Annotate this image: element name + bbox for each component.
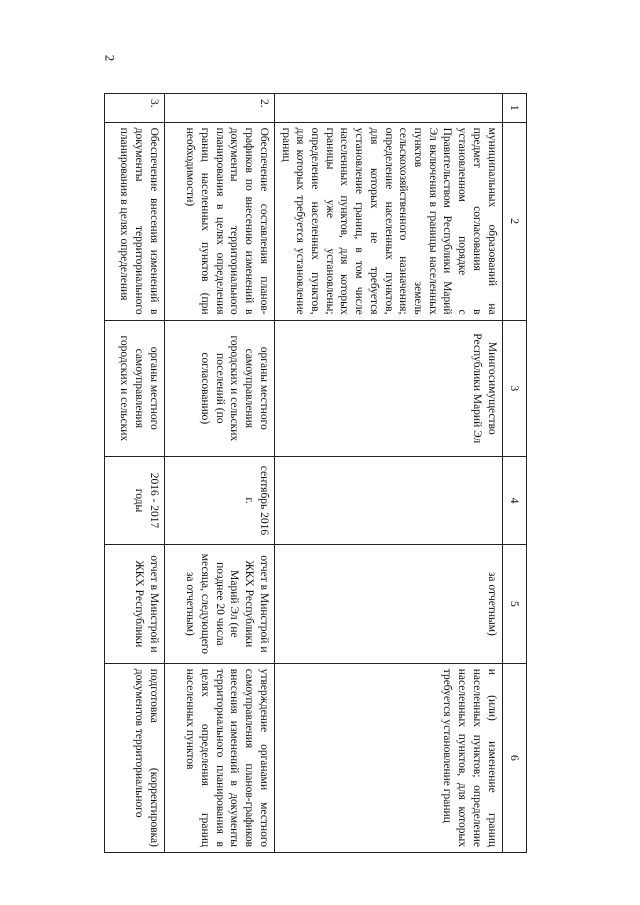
header-row	[502, 94, 526, 853]
row-number: 3.	[104, 94, 164, 123]
measure-cell: Обеспечение составления планов-графиков по внесению изменений в документы территориального планирования в целях определения границ населенных пунктов (при необходимости)	[164, 122, 274, 320]
result-cell: утверждение органами местного самоуправления планов-графиков внесения изменений в документы территориального планирования в целях определения границ населенных пунктов	[164, 663, 274, 852]
column-header: 5	[502, 544, 526, 663]
deadline-cell	[274, 456, 502, 544]
measure-cell: муниципальных образований на предмет согласования в установленном порядке с Правительством Республики Марий Эл включения в границы населенных пунктов земель сельскохозяйственного назначения; определение населенных пунктов, для которых не требуется установление границ, в том числе населенных пунктов, для которых границы уже установлены; определение населенных пунктов, для которых требуется установление границ	[274, 122, 502, 320]
page-number: 2	[102, 54, 118, 62]
result-cell: и (или) изменение границ населенных пунктов; определение населенных пунктов, для которых требуется установление границ	[274, 663, 502, 852]
executor-cell: органы местного самоуправления городских и сельских поселений (по согласованию)	[164, 320, 274, 456]
deadline-cell: сентябрь 2016 г.	[164, 456, 274, 544]
column-header: 4	[502, 456, 526, 544]
column-header: 2	[502, 122, 526, 320]
table-row	[104, 94, 164, 853]
column-header: 1	[502, 94, 526, 123]
control-cell: отчет в Минстрой и ЖКХ Республики	[104, 544, 164, 663]
column-header: 3	[502, 320, 526, 456]
table-row	[274, 94, 502, 853]
executor-cell: органы местного самоуправления городских и сельских	[104, 320, 164, 456]
control-cell: отчет в Минстрой и ЖКХ Республики Марий Эл (не позднее 20 числа месяца, следующего за отчетным)	[164, 544, 274, 663]
control-cell: за отчетным)	[274, 544, 502, 663]
deadline-cell: 2016 - 2017 годы	[104, 456, 164, 544]
table-row	[164, 94, 274, 853]
row-number: 2.	[164, 94, 274, 123]
measure-cell: Обеспечение внесения изменений в документы территориального планирования в целях определения	[104, 122, 164, 320]
table-container	[97, 93, 640, 847]
executor-cell: Мингосимущество Республики Марий Эл	[274, 320, 502, 456]
result-cell: подготовка (корректировка) документов территориального	[104, 663, 164, 852]
measures-table	[104, 93, 527, 853]
rotated-landscape-table	[97, 93, 527, 853]
column-header: 6	[502, 663, 526, 852]
row-number	[274, 94, 502, 123]
